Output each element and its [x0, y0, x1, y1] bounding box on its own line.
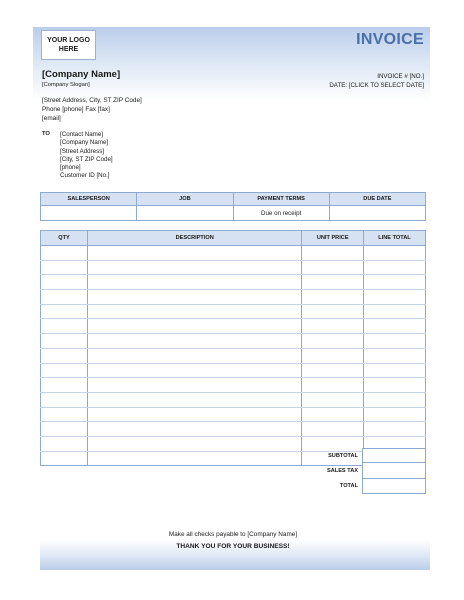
company-street-address[interactable]: [Street Address, City, ST ZIP Code] [42, 97, 142, 104]
bill-to-company-name[interactable]: [Company Name] [60, 139, 109, 147]
company-name[interactable]: [Company Name] [42, 69, 121, 80]
invoice-title: INVOICE [356, 31, 424, 48]
description-cell[interactable] [87, 407, 301, 422]
bill-to-contact-name[interactable]: [Contact Name] [60, 131, 103, 138]
unit-price-cell[interactable] [302, 304, 364, 319]
qty-header: QTY [41, 231, 88, 246]
unit-price-header: UNIT PRICE [302, 231, 364, 246]
line-items-body [41, 246, 426, 466]
company-slogan[interactable]: [Company Slogan] [42, 82, 90, 88]
sales-info-table [40, 192, 426, 221]
line-total-cell[interactable] [364, 260, 426, 275]
total-row [300, 479, 426, 494]
unit-price-cell[interactable] [302, 422, 364, 437]
description-header: DESCRIPTION [87, 231, 301, 246]
payable-note: Make all checks payable to [Company Name] [168, 531, 298, 538]
qty-cell[interactable] [41, 378, 88, 393]
qty-cell[interactable] [41, 246, 88, 261]
subtotal-value[interactable] [362, 448, 426, 463]
qty-cell[interactable] [41, 407, 88, 422]
unit-price-cell[interactable] [302, 363, 364, 378]
line-total-cell[interactable] [364, 246, 426, 261]
bill-to-block [60, 131, 113, 181]
line-item-row [41, 319, 426, 334]
line-item-row [41, 363, 426, 378]
sales-tax-label: SALES TAX [327, 467, 358, 474]
line-total-cell[interactable] [364, 378, 426, 393]
line-item-row [41, 378, 426, 393]
line-total-cell[interactable] [364, 363, 426, 378]
qty-cell[interactable] [41, 334, 88, 349]
line-total-header: LINE TOTAL [364, 231, 426, 246]
sales-header-row [41, 193, 426, 206]
unit-price-cell[interactable] [302, 260, 364, 275]
qty-cell[interactable] [41, 319, 88, 334]
bill-to-customer-id[interactable]: Customer ID [No.] [60, 172, 110, 180]
line-total-cell[interactable] [364, 334, 426, 349]
description-cell[interactable] [87, 392, 301, 407]
description-cell[interactable] [87, 363, 301, 378]
qty-cell[interactable] [41, 304, 88, 319]
description-cell[interactable] [87, 436, 301, 451]
description-cell[interactable] [87, 348, 301, 363]
job-cell[interactable] [137, 206, 233, 221]
invoice-number[interactable]: INVOICE # [NO.] [377, 73, 424, 80]
unit-price-cell[interactable] [302, 378, 364, 393]
description-cell[interactable] [87, 260, 301, 275]
qty-cell[interactable] [41, 260, 88, 275]
description-cell[interactable] [87, 378, 301, 393]
line-item-row [41, 334, 426, 349]
payment-terms-cell[interactable]: Due on receipt [233, 206, 329, 221]
total-label: TOTAL [339, 483, 358, 490]
company-address-block [42, 96, 142, 123]
unit-price-cell[interactable] [302, 348, 364, 363]
qty-cell[interactable] [41, 451, 88, 466]
total-value[interactable] [362, 479, 426, 494]
description-cell[interactable] [87, 334, 301, 349]
qty-cell[interactable] [41, 275, 88, 290]
qty-cell[interactable] [41, 422, 88, 437]
qty-cell[interactable] [41, 363, 88, 378]
line-item-row [41, 407, 426, 422]
line-item-row [41, 392, 426, 407]
invoice-meta [329, 72, 424, 90]
line-total-cell[interactable] [364, 422, 426, 437]
qty-cell[interactable] [41, 436, 88, 451]
line-total-cell[interactable] [364, 304, 426, 319]
unit-price-cell[interactable] [302, 275, 364, 290]
sales-row [41, 206, 426, 221]
line-total-cell[interactable] [364, 348, 426, 363]
company-email[interactable]: [email] [42, 115, 61, 122]
line-item-row [41, 348, 426, 363]
thank-you-message: THANK YOU FOR YOUR BUSINESS! [176, 543, 290, 550]
description-cell[interactable] [87, 451, 301, 466]
description-cell[interactable] [87, 319, 301, 334]
subtotal-label: SUBTOTAL [328, 452, 358, 459]
bill-to-label: TO [42, 131, 50, 137]
qty-cell[interactable] [41, 392, 88, 407]
description-cell[interactable] [87, 304, 301, 319]
bill-to-phone[interactable]: [phone] [60, 164, 81, 172]
description-cell[interactable] [87, 422, 301, 437]
logo-placeholder[interactable]: YOUR LOGO HERE [41, 30, 96, 60]
line-total-cell[interactable] [364, 407, 426, 422]
bill-to-street-address[interactable]: [Street Address] [60, 147, 105, 155]
line-total-cell[interactable] [364, 275, 426, 290]
unit-price-cell[interactable] [302, 392, 364, 407]
line-item-row [41, 275, 426, 290]
job-header: JOB [137, 193, 233, 206]
line-item-row [41, 422, 426, 437]
qty-cell[interactable] [41, 290, 88, 305]
due-date-cell[interactable] [329, 206, 425, 221]
line-total-cell[interactable] [364, 319, 426, 334]
unit-price-cell[interactable] [302, 334, 364, 349]
unit-price-cell[interactable] [302, 319, 364, 334]
unit-price-cell[interactable] [302, 407, 364, 422]
qty-cell[interactable] [41, 348, 88, 363]
sales-tax-row [300, 463, 426, 478]
bill-to-city-state-zip[interactable]: [City, ST ZIP Code] [60, 155, 113, 163]
line-item-row [41, 260, 426, 275]
line-item-row [41, 246, 426, 261]
due-date-header: DUE DATE [329, 193, 425, 206]
unit-price-cell[interactable] [302, 290, 364, 305]
items-header-row [41, 231, 426, 246]
subtotal-row [300, 448, 426, 463]
unit-price-cell[interactable] [302, 246, 364, 261]
line-total-cell[interactable] [364, 392, 426, 407]
description-cell[interactable] [87, 275, 301, 290]
line-total-cell[interactable] [364, 290, 426, 305]
description-cell[interactable] [87, 290, 301, 305]
invoice-date-picker[interactable]: DATE: [CLICK TO SELECT DATE] [329, 82, 424, 89]
description-cell[interactable] [87, 246, 301, 261]
payment-terms-header: PAYMENT TERMS [233, 193, 329, 206]
line-item-row [41, 304, 426, 319]
company-phone-fax[interactable]: Phone [phone] Fax [fax] [42, 106, 110, 113]
line-items-table [40, 230, 426, 466]
salesperson-cell[interactable] [41, 206, 137, 221]
sales-tax-value[interactable] [362, 463, 426, 478]
totals-block [300, 448, 426, 494]
salesperson-header: SALESPERSON [41, 193, 137, 206]
line-item-row [41, 290, 426, 305]
